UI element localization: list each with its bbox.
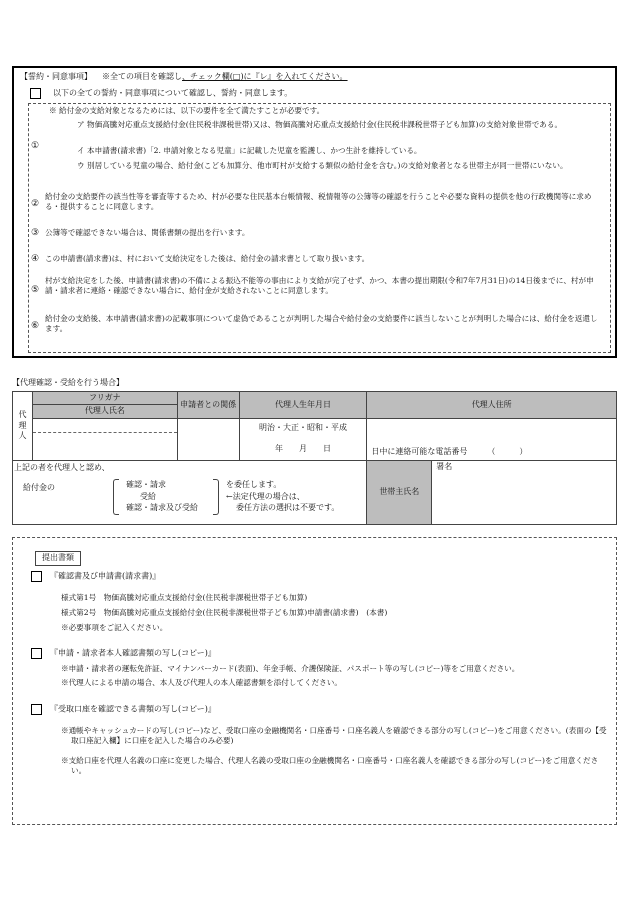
address-cell[interactable] bbox=[367, 419, 617, 461]
doc1-line1: 様式第1号 物価高騰対応重点支援給付金(住民税非課税世帯子ども加算) bbox=[61, 593, 308, 602]
item2-number: ② bbox=[31, 199, 40, 209]
doc3-header bbox=[31, 704, 216, 715]
address-header: 代理人住所 bbox=[367, 392, 617, 419]
item5-text: 村が支給決定をした後、申請書(請求書)の不備による振込不能等の事由により支給が完了せず、かつ、本書の提出期限(令和7年7月31日)の14日後までに、村が申請・請求者に連絡・確認できない場合に、給付金が支給されないことに同意します。 bbox=[45, 276, 594, 296]
delegate-line: 上記の者を代理人と認め、 bbox=[14, 463, 110, 472]
furigana-input[interactable] bbox=[33, 419, 177, 433]
item6-text: 給付金の支給後、本申請書(請求書)の記載事項について虚偽であることが判明した場合や給付金の支給要件に該当しないことが判明した場合には、給付金を返還します。 bbox=[45, 314, 598, 334]
doc1-line2: 様式第2号 物価高騰対応重点支援給付金(住民税非課税世帯子ども加算)申請書(請求書) (本書) bbox=[61, 608, 388, 617]
item2-text: 給付金の支給要件の該当性等を審査等するため、村が必要な住民基本台帳情報、税情報等の公簿等の確認を行うことや必要な資料の提供を他の行政機関等に求める・提供することに同意します。 bbox=[45, 192, 592, 212]
option-receive[interactable]: 受給 bbox=[140, 491, 156, 501]
agree-checkbox[interactable] bbox=[30, 88, 41, 99]
householder-signature-input[interactable] bbox=[432, 461, 617, 525]
benefit-label: 給付金の bbox=[23, 483, 55, 492]
oath-items-box bbox=[28, 103, 611, 353]
oath-header bbox=[20, 72, 348, 83]
dob-cell[interactable] bbox=[239, 419, 367, 461]
doc1-checkbox[interactable] bbox=[31, 571, 42, 582]
signature-label: 署名 bbox=[436, 462, 453, 471]
doc1-header bbox=[31, 571, 160, 582]
doc3-title: 『受取口座を確認できる書類の写し(コピー)』 bbox=[50, 704, 216, 714]
agree-text: 以下の全ての誓約・同意事項について確認し、誓約・同意します。 bbox=[53, 88, 293, 98]
doc2-header bbox=[31, 648, 216, 659]
householder-label: 世帯主氏名 bbox=[367, 461, 432, 525]
proxy-side-label bbox=[13, 392, 33, 461]
side-label-char-3: 人 bbox=[18, 431, 27, 441]
oath-header-note: ※全ての項目を確認し bbox=[102, 72, 182, 81]
item1-requirement-a: ア 物価高騰対応重点支援給付金(住民税非課税世帯)又は、物価高騰対応重点支援給付金(住民税非課税世帯子ども加算)の支給対象世帯である。 bbox=[77, 120, 563, 129]
side-label-char-2: 理 bbox=[18, 420, 27, 430]
delegation-options bbox=[126, 479, 198, 514]
doc1-title: 『確認書及び申請書(請求書)』 bbox=[50, 571, 161, 581]
relation-header: 申請者との関係 bbox=[177, 392, 239, 419]
item1-number: ① bbox=[31, 141, 40, 151]
proxy-table bbox=[12, 391, 617, 525]
item4-number: ④ bbox=[31, 254, 40, 264]
bracket-left bbox=[113, 479, 119, 515]
relation-input[interactable] bbox=[177, 419, 239, 461]
delegation-cell bbox=[13, 461, 367, 525]
item1-requirement-b: イ 本申請書(請求書)「2. 申請対象となる児童」に記載した児童を監護し、かつ生計を維持している。 bbox=[77, 146, 422, 155]
doc2-checkbox[interactable] bbox=[31, 648, 42, 659]
entrust-text-block bbox=[226, 479, 339, 514]
doc1-line3: ※必要事項をご記入ください。 bbox=[61, 623, 168, 632]
name-header: 代理人氏名 bbox=[32, 405, 177, 419]
bracket-right bbox=[213, 479, 219, 515]
oath-header-title: 【誓約・同意事項】 bbox=[20, 72, 92, 81]
item5-number: ⑤ bbox=[31, 285, 40, 295]
proxy-name-input[interactable] bbox=[33, 433, 177, 460]
entrust-text: を委任します。 bbox=[226, 480, 282, 489]
option-confirm-claim[interactable]: 確認・請求 bbox=[126, 480, 166, 489]
oath-header-note-underlined: 、チェック欄(□)に『レ』を入れてください。 bbox=[182, 72, 348, 81]
legal-note-1: ←法定代理の場合は、 bbox=[226, 491, 305, 501]
item1-requirement-c: ウ 別居している児童の場合、給付金(こども加算分、他市町村が支給する類似の給付金を含む。)の支給対象者となる世帯主が同一世帯にいない。 bbox=[77, 161, 568, 170]
documents-tag: 提出書類 bbox=[35, 551, 81, 566]
ymd-label: 年 月 日 bbox=[274, 443, 331, 453]
item3-text: 公簿等で確認できない場合は、関係書類の提出を行います。 bbox=[45, 228, 250, 237]
proxy-name-cell bbox=[32, 419, 177, 461]
phone-label: 日中に連絡可能な電話番号 （ ） bbox=[371, 447, 528, 457]
agree-row bbox=[30, 88, 292, 99]
doc2-line2: ※代理人による申請の場合、本人及び代理人の本人確認書類を添付してください。 bbox=[61, 678, 342, 687]
oath-consent-section bbox=[12, 66, 617, 358]
kome-note: ※ 給付金の支給対象となるためには、以下の要件を全て満たすことが必要です。 bbox=[49, 106, 325, 115]
doc3-line2: ※支給口座を代理人名義の口座に変更した場合、代理人名義の受取口座の金融機関名・口座番号・口座名義人を確認できる部分の写し(コピー)をご用意ください。 bbox=[61, 756, 599, 776]
dob-header: 代理人生年月日 bbox=[239, 392, 367, 419]
era-options: 明治・大正・昭和・平成 bbox=[258, 423, 347, 432]
doc3-line1: ※通帳やキャッシュカードの写し(コピー)など、受取口座の金融機関名・口座番号・口座名義人を確認できる部分の写し(コピー)をご用意ください。(表面の【受取口座記入欄】に口座を記入した場合のみ必要) bbox=[61, 726, 607, 746]
doc2-title: 『申請・請求者本人確認書類の写し(コピー)』 bbox=[50, 648, 216, 658]
item6-number: ⑥ bbox=[31, 321, 40, 331]
documents-section bbox=[12, 537, 617, 825]
option-confirm-claim-receive[interactable]: 確認・請求及び受給 bbox=[126, 503, 198, 513]
item3-number: ③ bbox=[31, 228, 40, 238]
proxy-section-title: 【代理確認・受給を行う場合】 bbox=[12, 378, 124, 387]
side-label-char-1: 代 bbox=[18, 409, 27, 419]
doc2-line1: ※申請・請求者の運転免許証、マイナンバーカード(表面)、年金手帳、介護保険証、パスポート等の写し(コピー)等をご用意ください。 bbox=[61, 664, 520, 673]
item4-text: この申請書(請求書)は、村において支給決定をした後は、給付金の請求書として取り扱います。 bbox=[45, 254, 370, 263]
legal-note-2: 委任方法の選択は不要です。 bbox=[236, 503, 340, 513]
doc3-checkbox[interactable] bbox=[31, 704, 42, 715]
furigana-header: フリガナ bbox=[32, 392, 177, 405]
